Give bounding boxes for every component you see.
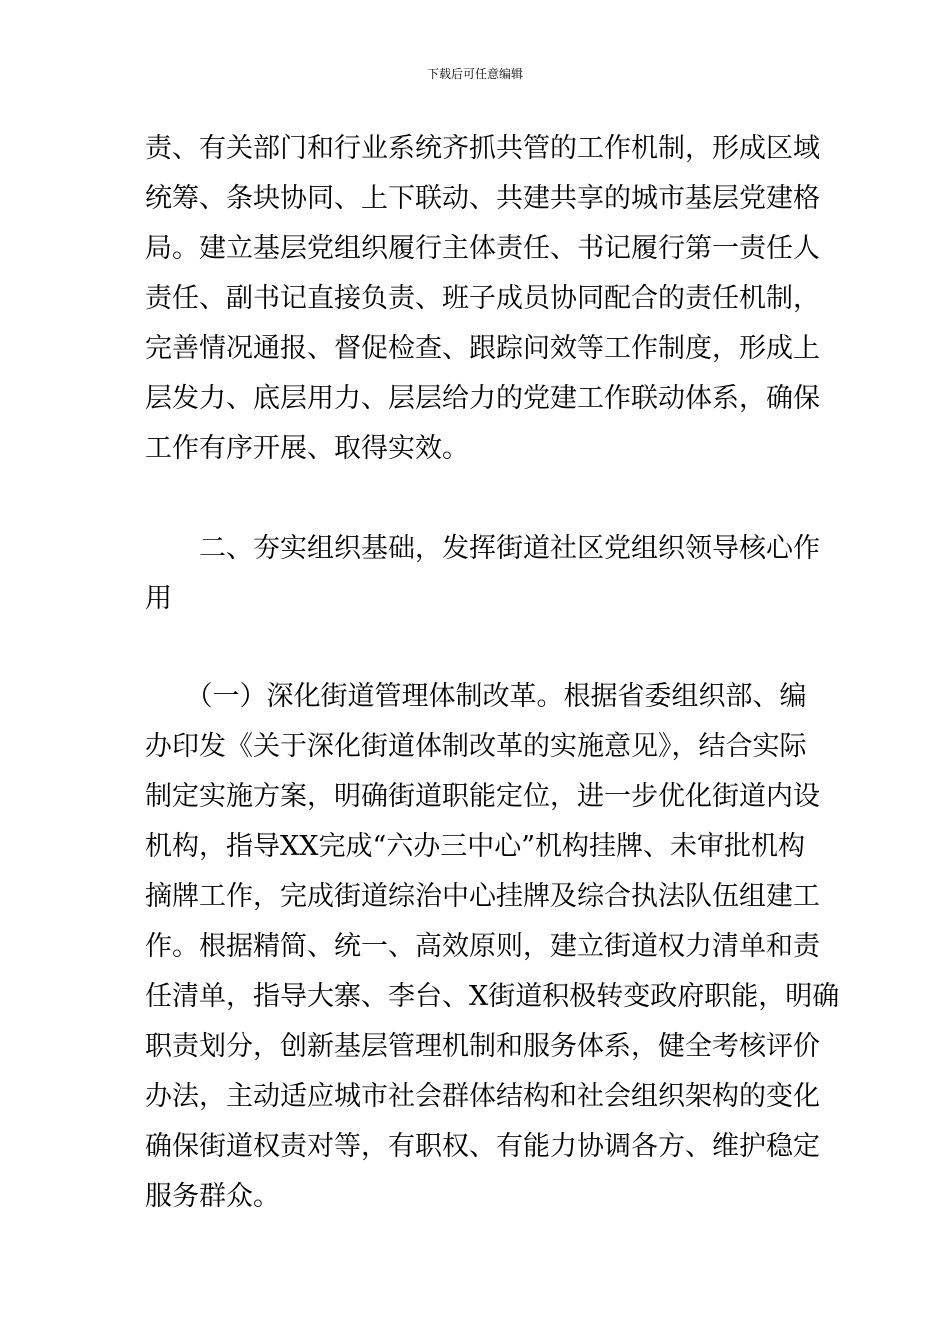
text-line: 办法，主动适应城市社会群体结构和社会组织架构的变化 — [145, 1081, 820, 1112]
text-line: 作。根据精简、统一、高效原则，建立街道权力清单和责 — [145, 931, 820, 962]
text-line: 机构，指导XX完成“六办三中心”机构挂牌、未审批机构 — [145, 831, 806, 862]
text-line: 责任、副书记直接负责、班子成员协同配合的责任机制， — [145, 283, 820, 314]
text-line: （一）深化街道管理体制改革。根据省委组织部、编 — [145, 681, 807, 712]
text-line: 任清单，指导大寨、李台、X街道积极转变政府职能，明确 — [145, 981, 840, 1012]
page-header: 下载后可任意编辑 — [426, 67, 523, 81]
heading-line: 二、夯实组织基础，发挥街道社区党组织领导核心作 — [145, 533, 820, 564]
text-line: 服务群众。 — [145, 1181, 280, 1212]
heading-line: 用 — [145, 583, 172, 614]
text-line: 层发力、底层用力、层层给力的党建工作联动体系，确保 — [145, 383, 820, 414]
section-heading — [145, 524, 820, 624]
paragraph-3 — [145, 672, 840, 1222]
text-line: 责、有关部门和行业系统齐抓共管的工作机制，形成区域 — [145, 133, 820, 164]
text-line: 完善情况通报、督促检查、跟踪问效等工作制度，形成上 — [145, 333, 820, 364]
paragraph-1 — [145, 124, 820, 474]
text-line: 摘牌工作，完成街道综治中心挂牌及综合执法队伍组建工 — [145, 881, 820, 912]
text-line: 局。建立基层党组织履行主体责任、书记履行第一责任人 — [145, 233, 820, 264]
text-line: 统筹、条块协同、上下联动、共建共享的城市基层党建格 — [145, 183, 820, 214]
text-line: 职责划分，创新基层管理机制和服务体系，健全考核评价 — [145, 1031, 820, 1062]
text-line: 工作有序开展、取得实效。 — [145, 433, 469, 464]
text-line: 确保街道权责对等，有职权、有能力协调各方、维护稳定 — [145, 1131, 820, 1162]
text-line: 制定实施方案，明确街道职能定位，进一步优化街道内设 — [145, 781, 820, 812]
text-line: 办印发《关于深化街道体制改革的实施意见》，结合实际 — [145, 731, 807, 762]
